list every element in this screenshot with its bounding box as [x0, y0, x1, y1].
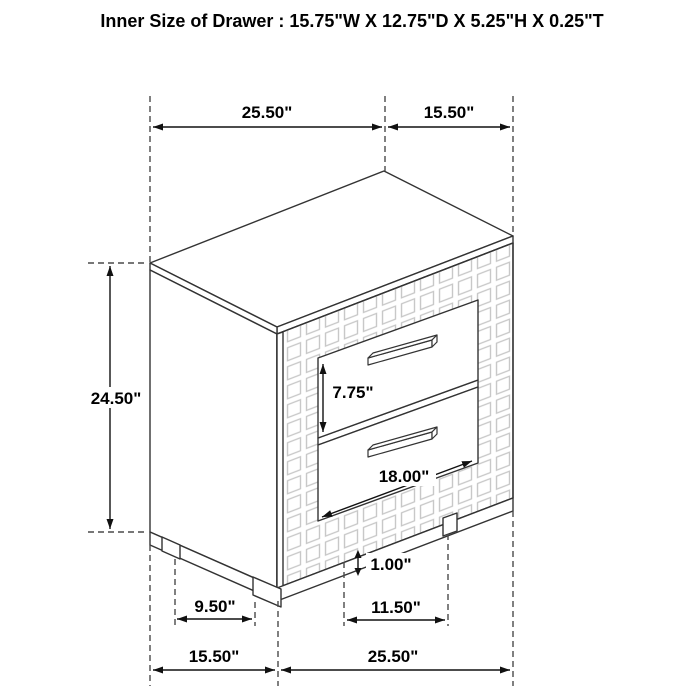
base-clearance-label: 1.00"	[370, 555, 412, 574]
top-width-label: 25.50"	[241, 103, 293, 122]
drawer-width-label: 18.00"	[378, 467, 430, 486]
front-left-corner-edge	[277, 332, 283, 588]
bottom-depth-label: 15.50"	[188, 647, 240, 666]
bottom-width-label: 25.50"	[367, 647, 419, 666]
overall-height-label: 24.50"	[90, 389, 142, 408]
front-feet-spacing-label: 11.50"	[371, 598, 421, 617]
side-feet-spacing-label: 9.50"	[194, 597, 236, 616]
diagram-title: Inner Size of Drawer : 15.75"W X 12.75"D X 5.25"H X 0.25"T	[100, 11, 604, 31]
top-depth-label: 15.50"	[423, 103, 475, 122]
drawer-height-label: 7.75"	[332, 383, 374, 402]
